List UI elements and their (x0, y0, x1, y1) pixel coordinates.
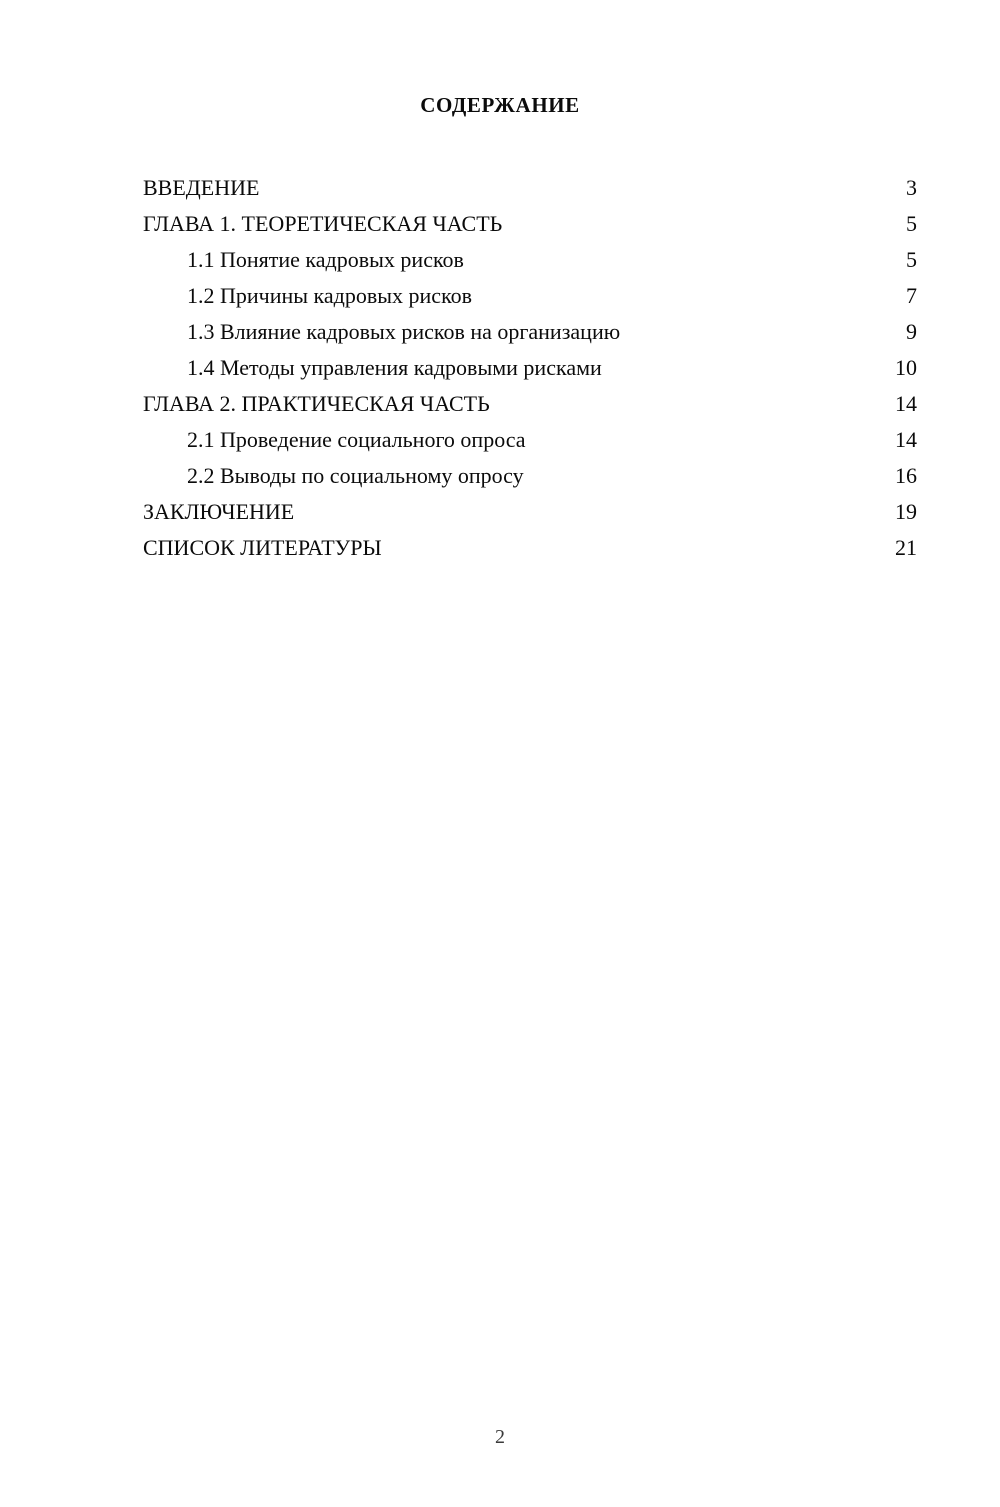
toc-entry-label: ГЛАВА 1. ТЕОРЕТИЧЕСКАЯ ЧАСТЬ (143, 211, 503, 236)
page-title: СОДЕРЖАНИЕ (420, 93, 580, 117)
table-of-contents (0, 170, 1000, 566)
toc-entry-page: 5 (906, 247, 917, 272)
toc-entry-label: 1.2 Причины кадровых рисков (187, 283, 473, 308)
toc-entry-label: ВВЕДЕНИЕ (143, 175, 260, 200)
toc-entry-1-3[interactable] (143, 314, 917, 350)
toc-entry-label: 1.3 Влияние кадровых рисков на организацию (187, 319, 621, 344)
toc-entry-1-2[interactable] (143, 278, 917, 314)
toc-entry-page: 19 (895, 499, 917, 524)
toc-entry-zaklyuchenie[interactable] (143, 494, 917, 530)
toc-entry-page: 14 (895, 391, 917, 416)
toc-entry-page: 5 (906, 211, 917, 236)
toc-entry-1-4[interactable] (143, 350, 917, 386)
toc-entry-page: 3 (906, 175, 917, 200)
toc-entry-page: 21 (895, 535, 917, 560)
toc-entry-page: 10 (895, 355, 917, 380)
toc-entry-chapter-2[interactable] (143, 386, 917, 422)
toc-entry-page: 9 (906, 319, 917, 344)
toc-entry-vvedenie[interactable] (143, 170, 917, 206)
toc-entry-1-1[interactable] (143, 242, 917, 278)
toc-entry-label: 2.1 Проведение социального опроса (187, 427, 526, 452)
toc-entry-page: 16 (895, 463, 917, 488)
toc-entry-label: 1.4 Методы управления кадровыми рисками (187, 355, 602, 380)
toc-entry-chapter-1[interactable] (143, 206, 917, 242)
toc-entry-2-1[interactable] (143, 422, 917, 458)
toc-entry-label: 1.1 Понятие кадровых рисков (187, 247, 464, 272)
toc-entry-spisok-literatury[interactable] (143, 530, 917, 566)
toc-entry-page: 14 (895, 427, 917, 452)
toc-entry-label: 2.2 Выводы по социальному опросу (187, 463, 524, 488)
toc-entry-label: ЗАКЛЮЧЕНИЕ (143, 499, 295, 524)
toc-entry-2-2[interactable] (143, 458, 917, 494)
document-page (0, 93, 1000, 1507)
toc-entry-page: 7 (906, 283, 917, 308)
toc-entry-label: ГЛАВА 2. ПРАКТИЧЕСКАЯ ЧАСТЬ (143, 391, 490, 416)
footer-page-number: 2 (495, 1426, 505, 1448)
toc-entry-label: СПИСОК ЛИТЕРАТУРЫ (143, 535, 382, 560)
